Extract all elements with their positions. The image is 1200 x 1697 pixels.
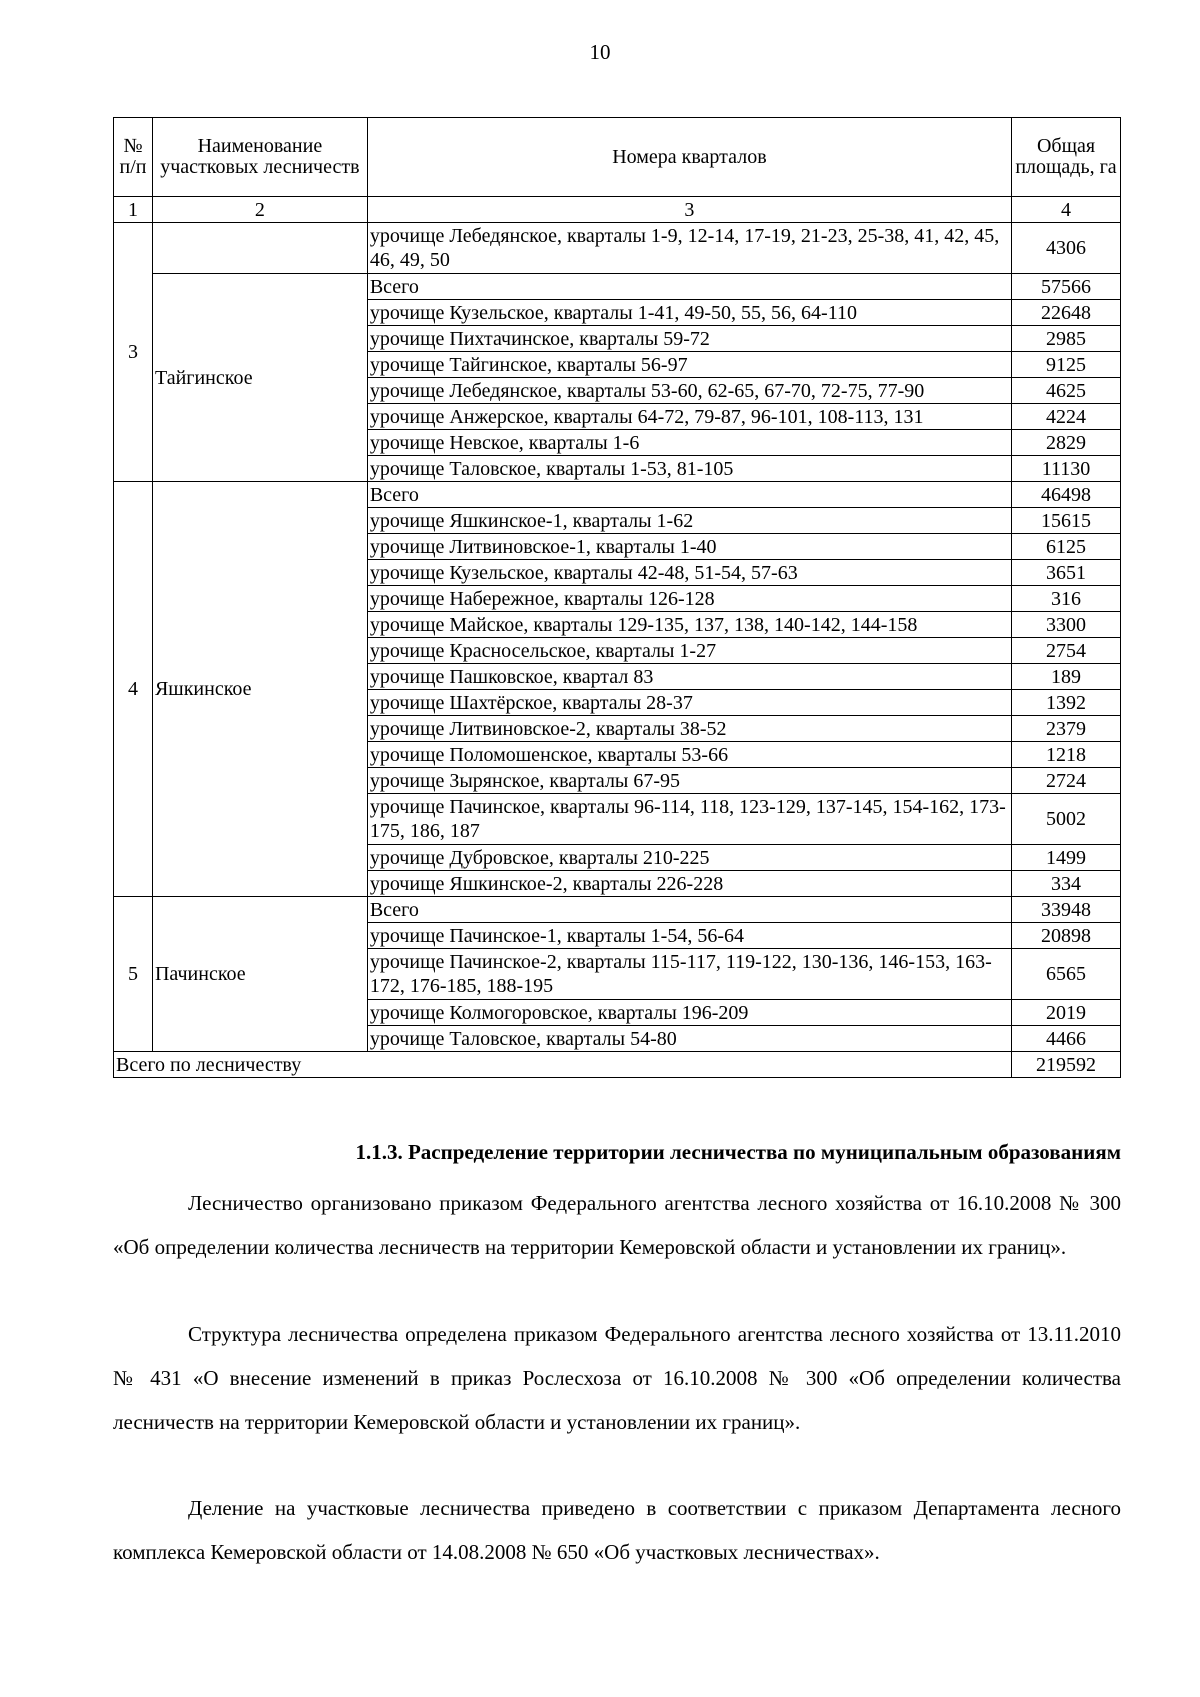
group-total-row [114,482,1121,508]
page-number: 10 [589,40,611,64]
row-area: 4625 [1012,378,1121,404]
header-area: Общая площадь, га [1012,118,1121,197]
paragraph: Деление на участковые лесничества приведено в соответствии с приказом Департамента лесного комплекса Кемеровской области от 14.08.2008 № 650 «Об участковых лесничествах». [113,1496,1121,1564]
forest-quarters-table [113,117,1121,1078]
section-heading: 1.1.3. Распределение территории лесничества по муниципальным образованиям [355,1140,1121,1164]
row-quarters: урочище Дубровское, кварталы 210-225 [367,845,1011,871]
row-quarters: урочище Майское, кварталы 129-135, 137, 138, 140-142, 144-158 [367,612,1011,638]
header-name: Наименование участковых лесничеств [152,118,367,197]
row-total-label: Всего [367,482,1011,508]
table-header-row [114,118,1121,197]
row-area: 4306 [1012,223,1121,274]
grand-total-value: 219592 [1012,1052,1121,1078]
row-area: 22648 [1012,300,1121,326]
row-name: Тайгинское [152,274,367,482]
row-area: 2379 [1012,716,1121,742]
row-total-value: 46498 [1012,482,1121,508]
row-area: 11130 [1012,456,1121,482]
row-area: 2019 [1012,1000,1121,1026]
row-area: 6125 [1012,534,1121,560]
row-quarters: урочище Пачинское-1, кварталы 1-54, 56-64 [367,923,1011,949]
col-number: 3 [367,197,1011,223]
row-name-empty [152,223,367,274]
row-area: 20898 [1012,923,1121,949]
row-quarters: урочище Кузельское, кварталы 42-48, 51-54, 57-63 [367,560,1011,586]
row-num: 3 [114,223,153,482]
row-quarters: урочище Яшкинское-2, кварталы 226-228 [367,871,1011,897]
group-total-row [114,897,1121,923]
paragraph: Лесничество организовано приказом Федерального агентства лесного хозяйства от 16.10.2008 № 300 «Об определении количества лесничеств на территории Кемеровской области и установлении их границ». [113,1191,1121,1259]
row-quarters: урочище Яшкинское-1, кварталы 1-62 [367,508,1011,534]
row-total-value: 33948 [1012,897,1121,923]
row-quarters: урочище Анжерское, кварталы 64-72, 79-87, 96-101, 108-113, 131 [367,404,1011,430]
row-area: 2985 [1012,326,1121,352]
row-quarters: урочище Пачинское-2, кварталы 115-117, 119-122, 130-136, 146-153, 163-172, 176-185, 188-195 [367,949,1011,1000]
row-area: 189 [1012,664,1121,690]
row-total-value: 57566 [1012,274,1121,300]
row-area: 1499 [1012,845,1121,871]
header-num: № п/п [114,118,153,197]
row-quarters: урочище Невское, кварталы 1-6 [367,430,1011,456]
column-number-row [114,197,1121,223]
row-area: 2754 [1012,638,1121,664]
row-quarters: урочище Лебедянское, кварталы 53-60, 62-65, 67-70, 72-75, 77-90 [367,378,1011,404]
row-area: 9125 [1012,352,1121,378]
row-num: 4 [114,482,153,897]
row-quarters: урочище Литвиновское-2, кварталы 38-52 [367,716,1011,742]
row-quarters: урочище Таловское, кварталы 54-80 [367,1026,1011,1052]
row-area: 4224 [1012,404,1121,430]
col-number: 1 [114,197,153,223]
row-area: 15615 [1012,508,1121,534]
row-quarters: урочище Набережное, кварталы 126-128 [367,586,1011,612]
paragraph: Структура лесничества определена приказом Федерального агентства лесного хозяйства от 13.11.2010 № 431 «О внесение изменений в приказ Рослесхоза от 16.10.2008 № 300 «Об определении количества лесничеств на территории Кемеровской области и установлении их границ». [113,1322,1121,1434]
row-quarters: урочище Пашковское, квартал 83 [367,664,1011,690]
row-area: 316 [1012,586,1121,612]
header-quarters: Номера кварталов [367,118,1011,197]
row-name: Пачинское [152,897,367,1052]
row-quarters: урочище Колмогоровское, кварталы 196-209 [367,1000,1011,1026]
row-area: 5002 [1012,794,1121,845]
grand-total-row [114,1052,1121,1078]
row-quarters: урочище Литвиновское-1, кварталы 1-40 [367,534,1011,560]
row-area: 6565 [1012,949,1121,1000]
row-quarters: урочище Пачинское, кварталы 96-114, 118, 123-129, 137-145, 154-162, 173-175, 186, 187 [367,794,1011,845]
row-area: 3651 [1012,560,1121,586]
row-quarters: урочище Кузельское, кварталы 1-41, 49-50, 55, 56, 64-110 [367,300,1011,326]
row-area: 2829 [1012,430,1121,456]
row-area: 334 [1012,871,1121,897]
row-name: Яшкинское [152,482,367,897]
row-area: 3300 [1012,612,1121,638]
row-area: 2724 [1012,768,1121,794]
col-number: 2 [152,197,367,223]
group-total-row [114,274,1121,300]
row-quarters: урочище Поломошенское, кварталы 53-66 [367,742,1011,768]
grand-total-label: Всего по лесничеству [114,1052,1012,1078]
row-total-label: Всего [367,897,1011,923]
row-area: 1392 [1012,690,1121,716]
row-quarters: урочище Зырянское, кварталы 67-95 [367,768,1011,794]
row-quarters: урочище Таловское, кварталы 1-53, 81-105 [367,456,1011,482]
row-area: 1218 [1012,742,1121,768]
row-quarters: урочище Тайгинское, кварталы 56-97 [367,352,1011,378]
row-total-label: Всего [367,274,1011,300]
row-area: 4466 [1012,1026,1121,1052]
row-num: 5 [114,897,153,1052]
row-quarters: урочище Красносельское, кварталы 1-27 [367,638,1011,664]
row-quarters: урочище Лебедянское, кварталы 1-9, 12-14, 17-19, 21-23, 25-38, 41, 42, 45, 46, 49, 50 [367,223,1011,274]
row-quarters: урочище Шахтёрское, кварталы 28-37 [367,690,1011,716]
row-quarters: урочище Пихтачинское, кварталы 59-72 [367,326,1011,352]
table-row [114,223,1121,274]
col-number: 4 [1012,197,1121,223]
